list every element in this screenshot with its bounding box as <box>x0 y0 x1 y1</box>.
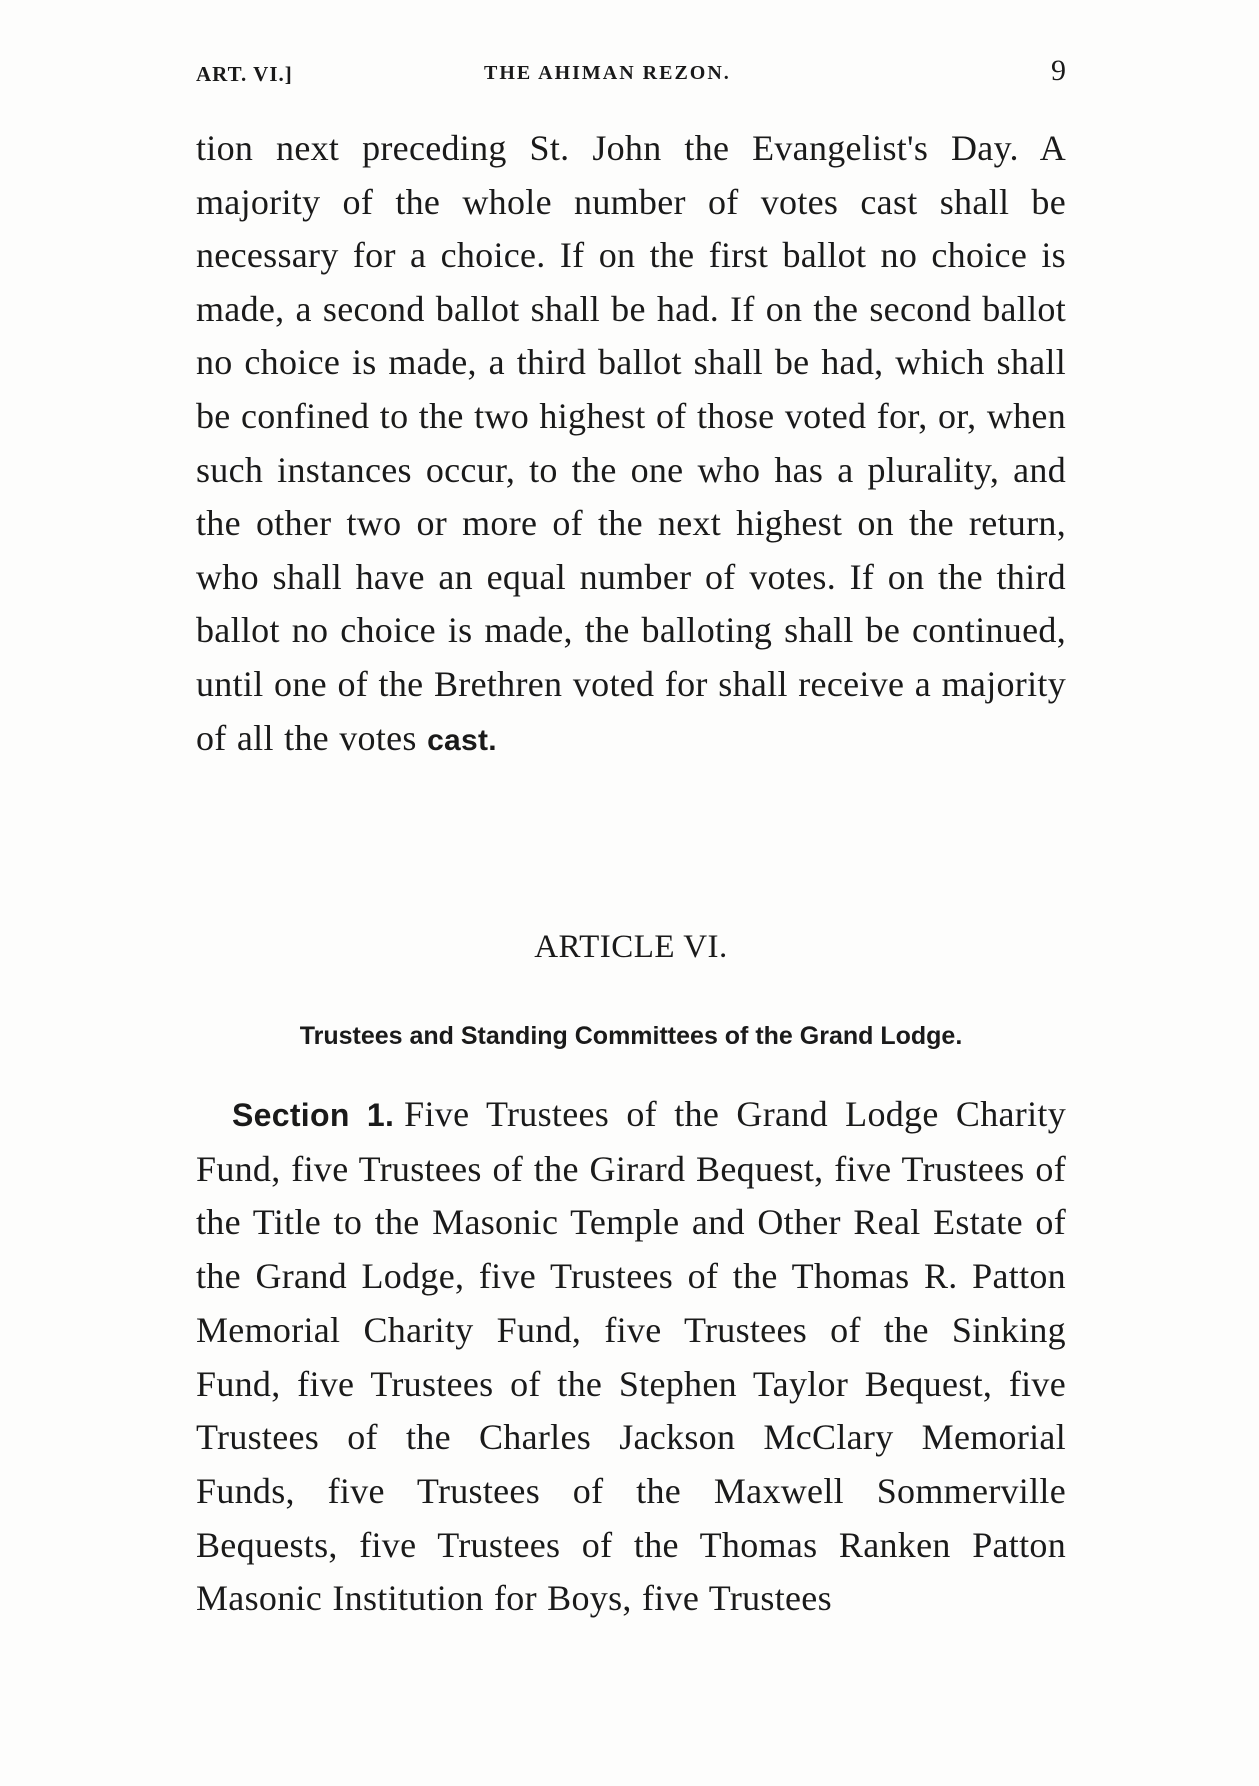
running-header <box>196 54 1066 94</box>
article-subheading: Trustees and Standing Committees of the Grand Lodge. <box>299 1022 963 1050</box>
section-label: Section 1. <box>232 1097 395 1133</box>
article-heading: ARTICLE VI. <box>534 929 728 965</box>
header-article-ref: ART. VI.] <box>196 62 293 86</box>
continued-paragraph <box>196 122 1066 767</box>
section-text: Five Trustees of the Grand Lodge Charity Fund, five Trustees of the Girard Bequest, five Trustees of the Title to the Masonic Temple and Other Real Estate of the Grand Lodge, five Trustees of the Thomas R. Patton Memorial Charity Fund, five Trustees of the Sinking Fund, five Trustees of the Stephen Taylor Bequest, five Trustees of the Charles Jackson McClary Memorial Funds, five Trustees of the Maxwell Sommerville Bequests, five Trustees of the Thomas Ranken Patton Masonic Institution for Boys, five Trustees <box>196 1094 1067 1619</box>
page-number: 9 <box>1051 54 1066 87</box>
header-book-title: THE AHIMAN REZON. <box>484 62 731 84</box>
continued-paragraph-last-word: cast. <box>427 723 497 757</box>
section-paragraph <box>196 1088 1066 1626</box>
continued-paragraph-text: tion next preceding St. John the Evangelist's Day. A majority of the whole number of votes cast shall be necessary for a choice. If on the first ballot no choice is made, a second ballot shall be had. If on the second ballot no choice is made, a third ballot shall be had, which shall be confined to the two highest of those voted for, or, when such instances occur, to the one who has a plurality, and the other two or more of the next highest on the return, who shall have an equal number of votes. If on the third ballot no choice is made, the balloting shall be continued, until one of the Brethren voted for shall receive a majority of all the votes <box>196 128 1066 758</box>
